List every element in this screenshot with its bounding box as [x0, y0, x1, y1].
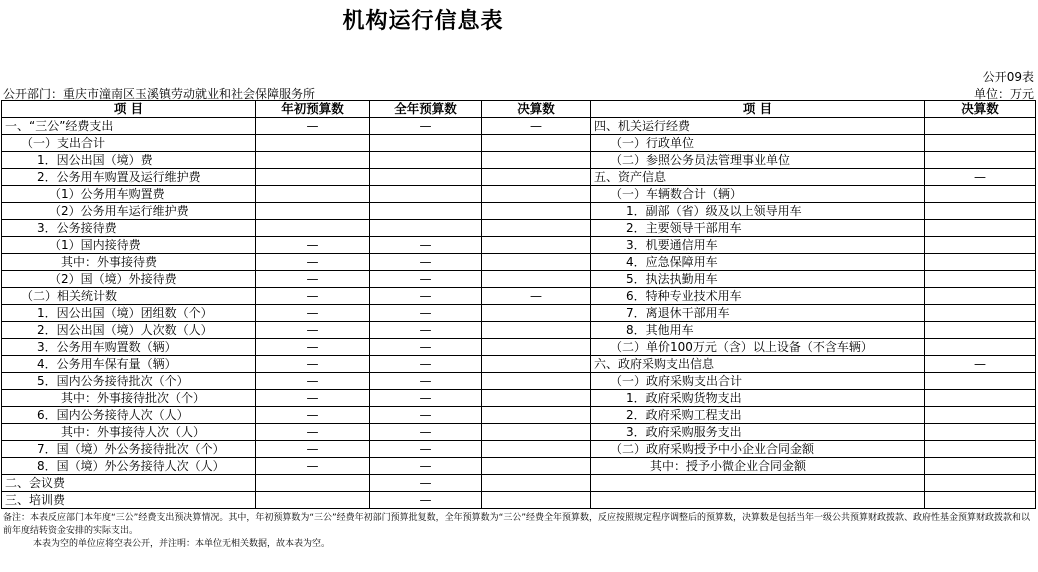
cell-full-year-budget — [370, 152, 482, 169]
cell-initial-budget — [256, 135, 370, 152]
cell-full-year-budget: — — [370, 339, 482, 356]
cell-full-year-budget: — — [370, 458, 482, 475]
table-row — [2, 424, 1036, 441]
cell-left-item: 1．因公出国（境）费 — [2, 152, 256, 169]
cell-full-year-budget: — — [370, 407, 482, 424]
cell-right-final — [925, 220, 1036, 237]
cell-left-item: （一）支出合计 — [2, 135, 256, 152]
cell-full-year-budget: — — [370, 373, 482, 390]
cell-left-item: 其中：外事接待批次（个） — [2, 390, 256, 407]
cell-left-item: 一、“三公”经费支出 — [2, 118, 256, 135]
cell-right-item: （二）参照公务员法管理事业单位 — [591, 152, 925, 169]
info-table — [1, 100, 1036, 509]
cell-right-item: 1．副部（省）级及以上领导用车 — [591, 203, 925, 220]
cell-initial-budget: — — [256, 288, 370, 305]
form-number: 公开09表 — [982, 70, 1034, 84]
cell-right-item: （二）政府采购授予中小企业合同金额 — [591, 441, 925, 458]
cell-initial-budget — [256, 169, 370, 186]
table-row — [2, 441, 1036, 458]
cell-right-final — [925, 458, 1036, 475]
cell-initial-budget: — — [256, 373, 370, 390]
cell-right-item: 五、资产信息 — [591, 169, 925, 186]
cell-left-item: 其中：外事接待人次（人） — [2, 424, 256, 441]
cell-initial-budget — [256, 186, 370, 203]
table-row — [2, 203, 1036, 220]
cell-left-item: （2）国（境）外接待费 — [2, 271, 256, 288]
table-row — [2, 305, 1036, 322]
cell-right-final — [925, 339, 1036, 356]
table-row — [2, 356, 1036, 373]
cell-final-account — [482, 407, 591, 424]
cell-right-final — [925, 271, 1036, 288]
cell-left-item: 7．国（境）外公务接待批次（个） — [2, 441, 256, 458]
cell-full-year-budget: — — [370, 237, 482, 254]
cell-initial-budget — [256, 152, 370, 169]
cell-final-account — [482, 356, 591, 373]
table-row — [2, 322, 1036, 339]
cell-right-final — [925, 203, 1036, 220]
cell-left-item: （1）国内接待费 — [2, 237, 256, 254]
department-label: 公开部门：重庆市潼南区玉溪镇劳动就业和社会保障服务所 — [3, 87, 316, 101]
header-right-final: 决算数 — [925, 101, 1036, 118]
cell-full-year-budget — [370, 186, 482, 203]
cell-left-item: 8．国（境）外公务接待人次（人） — [2, 458, 256, 475]
cell-right-final — [925, 305, 1036, 322]
cell-right-item: 2．主要领导干部用车 — [591, 220, 925, 237]
cell-final-account — [482, 475, 591, 492]
cell-right-item — [591, 492, 925, 509]
cell-final-account — [482, 237, 591, 254]
cell-right-final — [925, 186, 1036, 203]
cell-right-final — [925, 441, 1036, 458]
cell-left-item: 3．公务接待费 — [2, 220, 256, 237]
cell-full-year-budget: — — [370, 356, 482, 373]
cell-right-final: — — [925, 169, 1036, 186]
cell-right-final — [925, 492, 1036, 509]
cell-left-item: 1．因公出国（境）团组数（个） — [2, 305, 256, 322]
cell-full-year-budget — [370, 203, 482, 220]
cell-right-item: 其中：授予小微企业合同金额 — [591, 458, 925, 475]
cell-right-item: 四、机关运行经费 — [591, 118, 925, 135]
cell-final-account — [482, 169, 591, 186]
cell-full-year-budget: — — [370, 424, 482, 441]
cell-final-account — [482, 305, 591, 322]
cell-final-account: — — [482, 118, 591, 135]
cell-initial-budget: — — [256, 458, 370, 475]
cell-initial-budget: — — [256, 305, 370, 322]
table-row — [2, 118, 1036, 135]
note-line-1: 备注：本表反应部门本年度“三公”经费支出预决算情况。其中，年初预算数为“三公”经费年初部门预算批复数，全年预算数为“三公”经费全年预算数，反应按照规定程序调整后的预算数，决算数是包括当年一级公共预算财政拨款、政府性基金预算财政拨款和以前年度结转资金安排的实际支出。 — [3, 513, 1030, 536]
cell-right-item: 6．特种专业技术用车 — [591, 288, 925, 305]
cell-initial-budget: — — [256, 407, 370, 424]
cell-right-item: 7．离退休干部用车 — [591, 305, 925, 322]
table-header-row — [2, 101, 1036, 118]
cell-right-item — [591, 475, 925, 492]
cell-right-item: 4．应急保障用车 — [591, 254, 925, 271]
cell-initial-budget: — — [256, 441, 370, 458]
cell-full-year-budget — [370, 169, 482, 186]
cell-right-item: 1．政府采购货物支出 — [591, 390, 925, 407]
table-row — [2, 186, 1036, 203]
cell-right-final — [925, 390, 1036, 407]
cell-right-item: （一）行政单位 — [591, 135, 925, 152]
cell-full-year-budget: — — [370, 475, 482, 492]
header-full-year-budget: 全年预算数 — [370, 101, 482, 118]
cell-initial-budget: — — [256, 322, 370, 339]
page-title: 机构运行信息表 — [342, 9, 504, 34]
cell-right-item: 六、政府采购支出信息 — [591, 356, 925, 373]
table-row — [2, 220, 1036, 237]
cell-right-item: 3．机要通信用车 — [591, 237, 925, 254]
cell-left-item: 6．国内公务接待人次（人） — [2, 407, 256, 424]
cell-full-year-budget — [370, 220, 482, 237]
cell-initial-budget: — — [256, 356, 370, 373]
table-row — [2, 373, 1036, 390]
cell-full-year-budget: — — [370, 390, 482, 407]
table-row — [2, 135, 1036, 152]
header-right-item: 项 目 — [591, 101, 925, 118]
table-row — [2, 339, 1036, 356]
cell-right-final — [925, 288, 1036, 305]
header-initial-budget: 年初预算数 — [256, 101, 370, 118]
cell-right-final — [925, 424, 1036, 441]
cell-final-account — [482, 441, 591, 458]
cell-left-item: 2．公务用车购置及运行维护费 — [2, 169, 256, 186]
cell-final-account — [482, 254, 591, 271]
cell-full-year-budget: — — [370, 492, 482, 509]
cell-right-item: （一）政府采购支出合计 — [591, 373, 925, 390]
cell-left-item: 三、培训费 — [2, 492, 256, 509]
cell-final-account — [482, 152, 591, 169]
cell-left-item: （二）相关统计数 — [2, 288, 256, 305]
header-final-account: 决算数 — [482, 101, 591, 118]
cell-final-account — [482, 220, 591, 237]
cell-right-final — [925, 152, 1036, 169]
cell-left-item: 其中：外事接待费 — [2, 254, 256, 271]
cell-final-account — [482, 186, 591, 203]
cell-initial-budget: — — [256, 118, 370, 135]
cell-final-account — [482, 203, 591, 220]
cell-right-final: — — [925, 356, 1036, 373]
cell-final-account — [482, 424, 591, 441]
cell-initial-budget — [256, 220, 370, 237]
table-row — [2, 152, 1036, 169]
cell-full-year-budget: — — [370, 254, 482, 271]
cell-final-account — [482, 339, 591, 356]
unit-label: 单位：万元 — [973, 87, 1034, 101]
cell-full-year-budget: — — [370, 305, 482, 322]
cell-right-final — [925, 254, 1036, 271]
cell-left-item: 4．公务用车保有量（辆） — [2, 356, 256, 373]
cell-left-item: 二、会议费 — [2, 475, 256, 492]
cell-right-item: （一）车辆数合计（辆） — [591, 186, 925, 203]
cell-initial-budget: — — [256, 390, 370, 407]
table-row — [2, 254, 1036, 271]
table-row — [2, 458, 1036, 475]
cell-final-account — [482, 373, 591, 390]
cell-final-account — [482, 135, 591, 152]
header-left-item: 项 目 — [2, 101, 256, 118]
cell-right-item: （二）单价100万元（含）以上设备（不含车辆） — [591, 339, 925, 356]
cell-initial-budget: — — [256, 271, 370, 288]
table-row — [2, 390, 1036, 407]
cell-initial-budget: — — [256, 339, 370, 356]
cell-right-item: 5．执法执勤用车 — [591, 271, 925, 288]
cell-initial-budget — [256, 492, 370, 509]
table-row — [2, 271, 1036, 288]
table-row — [2, 288, 1036, 305]
table-row — [2, 169, 1036, 186]
note-line-2: 本表为空的单位应将空表公开，并注明：本单位无相关数据，故本表为空。 — [33, 539, 331, 549]
cell-initial-budget: — — [256, 237, 370, 254]
cell-final-account: — — [482, 288, 591, 305]
cell-initial-budget: — — [256, 254, 370, 271]
cell-right-final — [925, 118, 1036, 135]
cell-right-final — [925, 373, 1036, 390]
table-row — [2, 237, 1036, 254]
table-row — [2, 475, 1036, 492]
table-row — [2, 407, 1036, 424]
cell-right-final — [925, 407, 1036, 424]
cell-left-item: 3．公务用车购置数（辆） — [2, 339, 256, 356]
cell-left-item: （1）公务用车购置费 — [2, 186, 256, 203]
cell-final-account — [482, 271, 591, 288]
cell-full-year-budget: — — [370, 118, 482, 135]
cell-full-year-budget: — — [370, 271, 482, 288]
notes — [3, 512, 1033, 551]
cell-left-item: 2．因公出国（境）人次数（人） — [2, 322, 256, 339]
cell-initial-budget: — — [256, 424, 370, 441]
cell-final-account — [482, 390, 591, 407]
cell-full-year-budget: — — [370, 441, 482, 458]
table-row — [2, 492, 1036, 509]
cell-full-year-budget: — — [370, 322, 482, 339]
cell-final-account — [482, 458, 591, 475]
cell-initial-budget — [256, 203, 370, 220]
cell-final-account — [482, 322, 591, 339]
cell-full-year-budget: — — [370, 288, 482, 305]
cell-right-item: 3．政府采购服务支出 — [591, 424, 925, 441]
cell-right-item: 2．政府采购工程支出 — [591, 407, 925, 424]
cell-right-final — [925, 135, 1036, 152]
cell-right-final — [925, 322, 1036, 339]
cell-right-final — [925, 475, 1036, 492]
cell-right-final — [925, 237, 1036, 254]
cell-final-account — [482, 492, 591, 509]
cell-left-item: 5．国内公务接待批次（个） — [2, 373, 256, 390]
cell-left-item: （2）公务用车运行维护费 — [2, 203, 256, 220]
cell-initial-budget — [256, 475, 370, 492]
cell-full-year-budget — [370, 135, 482, 152]
cell-right-item: 8．其他用车 — [591, 322, 925, 339]
